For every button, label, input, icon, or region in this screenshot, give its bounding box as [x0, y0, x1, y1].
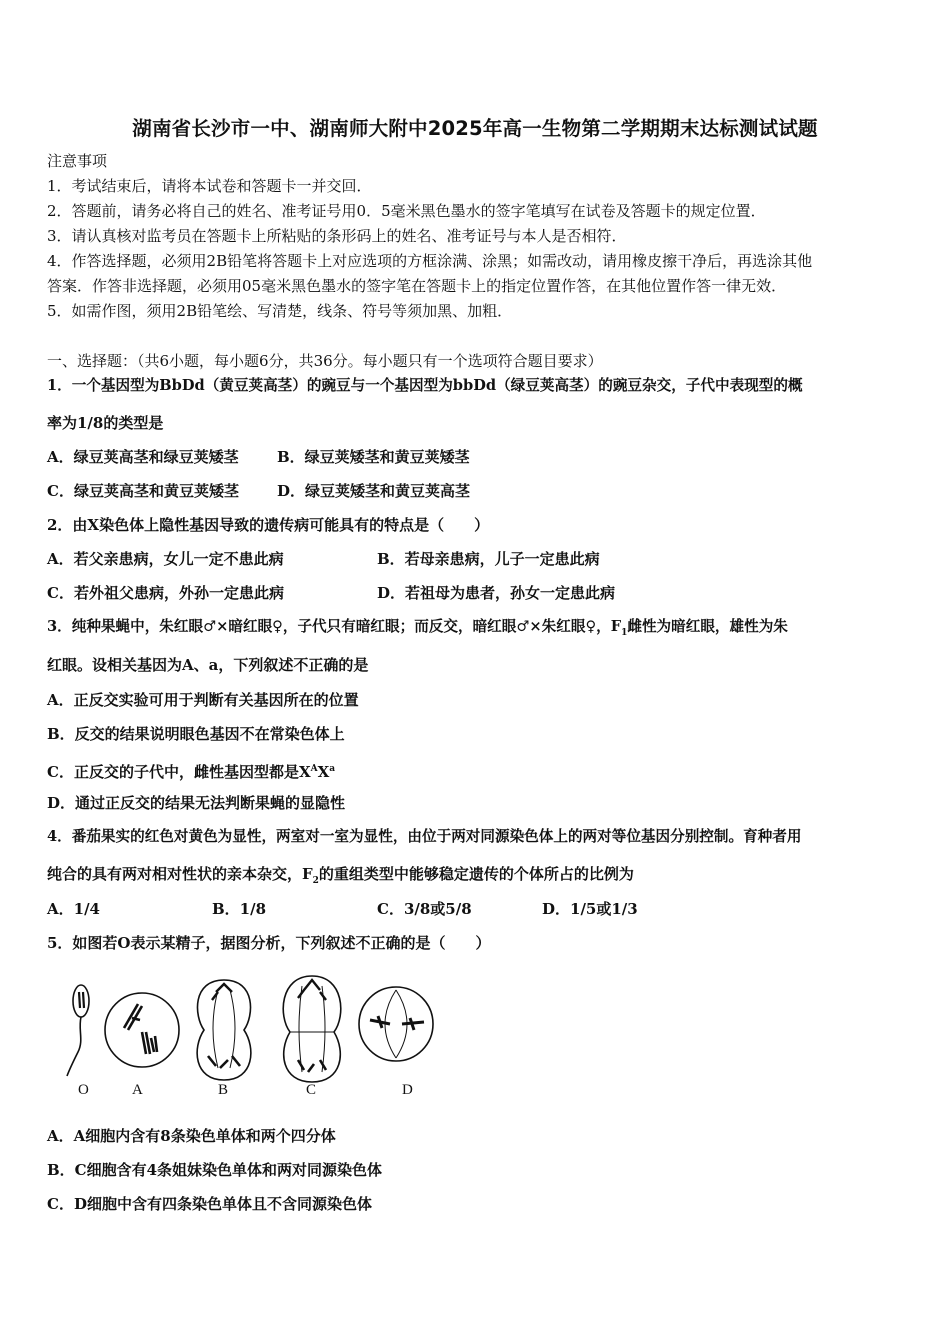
q5-stem: 5．如图若O表示某精子，据图分析，下列叙述不正确的是（ ）: [47, 934, 491, 952]
q1-option-c[interactable]: C．绿豆荚高茎和黄豆荚矮茎: [47, 482, 239, 500]
q3-option-c[interactable]: [47, 759, 335, 782]
q1-option-b[interactable]: B．绿豆荚矮茎和黄豆荚矮茎: [277, 448, 470, 466]
q3-option-c-x: X: [317, 763, 330, 781]
q4-stem-line2-b: 的重组类型中能够稳定遗传的个体所占的比例为: [318, 865, 634, 883]
notice-heading: 注意事项: [47, 152, 108, 170]
notice-item-5: 5．如需作图，须用2B铅笔绘、写清楚，线条、符号等须加黑、加粗．: [47, 302, 513, 320]
q3-option-c-sup-a: A: [310, 764, 318, 774]
q2-option-c[interactable]: C．若外祖父患病，外孙一定患此病: [47, 584, 284, 602]
figure-label-o: O: [78, 1082, 89, 1098]
q3-option-a[interactable]: A．正反交实验可用于判断有关基因所在的位置: [47, 691, 359, 709]
q3-option-c-text: C．正反交的子代中，雌性基因型都是X: [47, 763, 311, 781]
cell-c: [283, 976, 341, 1082]
q2-option-b[interactable]: B．若母亲患病，儿子一定患此病: [377, 550, 600, 568]
notice-item-3: 3．请认真核对监考员在答题卡上所粘贴的条形码上的姓名、准考证号与本人是否相符．: [47, 227, 627, 245]
notice-item-4: 4．作答选择题，必须用2B铅笔将答题卡上对应选项的方框涂满、涂黑；如需改动，请用橡皮擦干净后，再选涂其他: [47, 252, 813, 270]
q3-option-b[interactable]: B．反交的结果说明眼色基因不在常染色体上: [47, 725, 345, 743]
q4-option-a[interactable]: A．1/4: [47, 900, 100, 918]
notice-item-4-cont: 答案．作答非选择题，必须用05毫米黑色墨水的签字笔在答题卡上的指定位置作答，在其他位置作答一律无效．: [47, 277, 787, 295]
q2-option-a[interactable]: A．若父亲患病，女儿一定不患此病: [47, 550, 284, 568]
page-title: 湖南省长沙市一中、湖南师大附中2025年高一生物第二学期期末达标测试试题: [132, 117, 818, 140]
notice-item-1: 1．考试结束后，请将本试卷和答题卡一并交回．: [47, 177, 372, 195]
q4-subscript-2: 2: [312, 876, 319, 886]
q4-stem-line2: [47, 864, 634, 891]
figure-label-c: C: [306, 1082, 317, 1098]
figure-label-a: A: [132, 1082, 143, 1098]
cell-a: [105, 993, 179, 1067]
cell-division-figure: [58, 968, 448, 1108]
q3-subscript-1: 1: [621, 627, 628, 638]
q4-option-c[interactable]: C．3/8或5/8: [377, 900, 472, 918]
cell-d: [359, 987, 433, 1061]
q1-option-a[interactable]: A．绿豆荚高茎和绿豆荚矮茎: [47, 448, 239, 466]
figure-label-b: B: [218, 1082, 229, 1098]
section-heading: 一、选择题：（共6小题，每小题6分，共36分。每小题只有一个选项符合题目要求）: [47, 352, 603, 370]
figure-label-d: D: [402, 1082, 413, 1098]
q4-option-d[interactable]: D．1/5或1/3: [542, 900, 638, 918]
q5-option-b[interactable]: B．C细胞含有4条姐妹染色单体和两对同源染色体: [47, 1161, 383, 1179]
q4-stem-line1: 4．番茄果实的红色对黄色为显性，两室对一室为显性，由位于两对同源染色体上的两对等位基因分别控制。育种者用: [47, 828, 802, 845]
q1-stem-line2: 率为1/8的类型是: [47, 414, 164, 432]
q4-option-b[interactable]: B．1/8: [212, 900, 267, 918]
q3-option-d[interactable]: D．通过正反交的结果无法判断果蝇的显隐性: [47, 794, 346, 812]
q3-stem-line1-b: 雌性为暗红眼，雄性为朱: [627, 618, 788, 635]
q3-stem-line2: 红眼。设相关基因为A、a，下列叙述不正确的是: [47, 656, 369, 674]
q5-option-a[interactable]: A．A细胞内含有8条染色单体和两个四分体: [47, 1127, 336, 1145]
q3-stem-line1-a: 3．纯种果蝇中，朱红眼♂×暗红眼♀，子代只有暗红眼；而反交，暗红眼♂×朱红眼♀，F: [47, 618, 622, 635]
q5-option-c[interactable]: C．D细胞中含有四条染色单体且不含同源染色体: [47, 1195, 372, 1213]
q2-stem: 2．由X染色体上隐性基因导致的遗传病可能具有的特点是（ ）: [47, 516, 490, 534]
sperm-cell-o: [67, 985, 89, 1076]
notice-item-2: 2．答题前，请务必将自己的姓名、准考证号用0．5毫米黑色墨水的签字笔填写在试卷及答题卡的规定位置．: [47, 202, 766, 220]
q2-option-d[interactable]: D．若祖母为患者，孙女一定患此病: [377, 584, 616, 602]
q4-stem-line2-a: 纯合的具有两对相对性状的亲本杂交，F: [47, 865, 313, 883]
q3-option-c-sup-b: a: [329, 764, 336, 774]
q3-stem-line1: [47, 617, 788, 643]
cell-b: [197, 980, 251, 1080]
q1-stem-line1: 1．一个基因型为BbDd（黄豆荚高茎）的豌豆与一个基因型为bbDd（绿豆荚高茎）的豌豆杂交，子代中表现型的概: [47, 377, 803, 394]
q1-option-d[interactable]: D．绿豆荚矮茎和黄豆荚高茎: [277, 482, 471, 500]
